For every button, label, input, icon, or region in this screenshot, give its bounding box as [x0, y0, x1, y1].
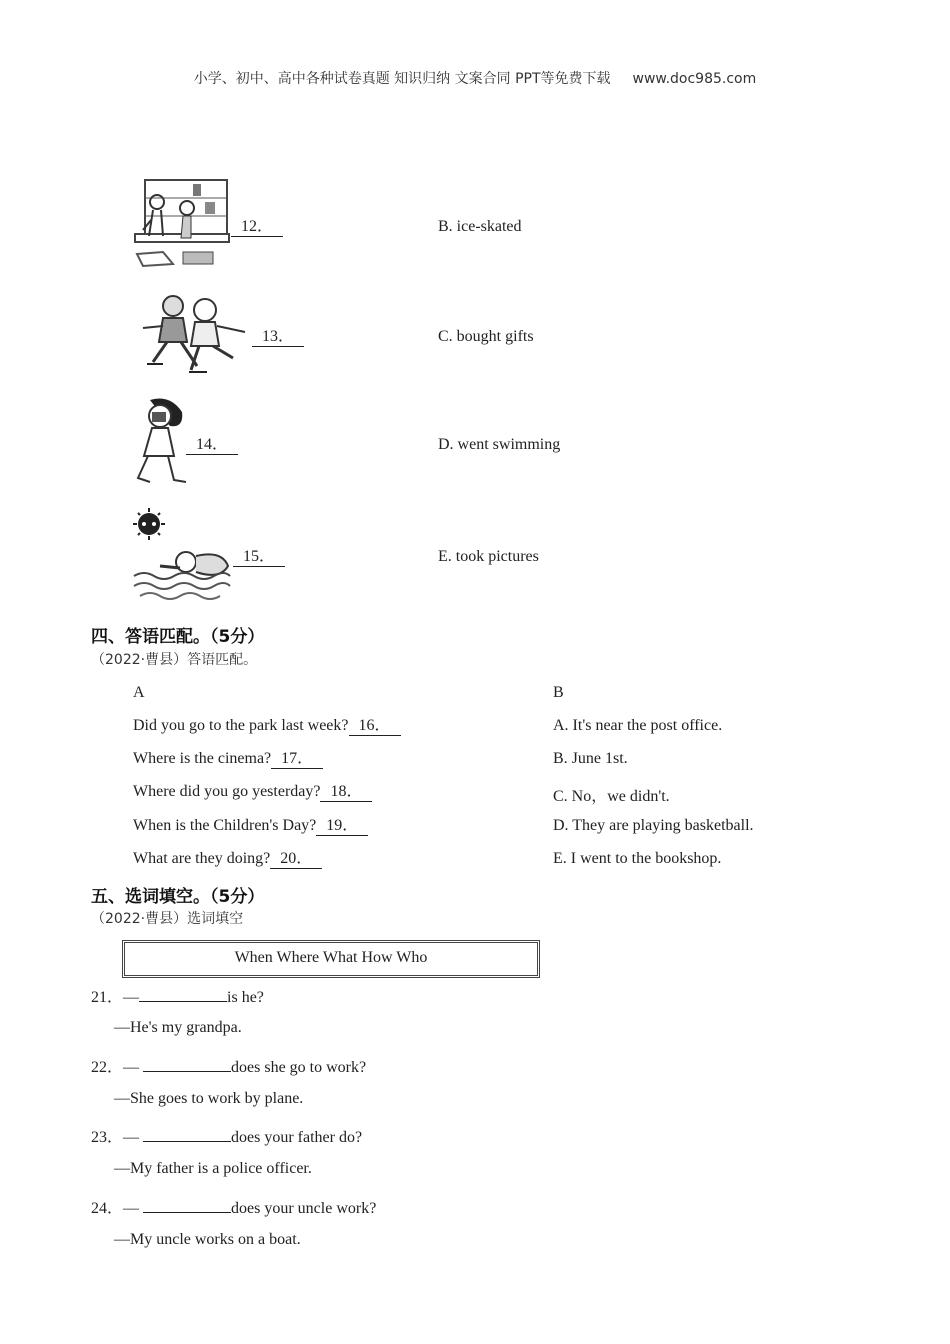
answer-option-c: C. No，we didn't.	[553, 788, 670, 805]
boy-swimming-sun-illustration	[130, 506, 234, 606]
answer-option-a: A. It's near the post office.	[553, 717, 723, 734]
answer-blank-14: 14．	[186, 436, 238, 455]
question-20	[133, 850, 322, 869]
question-text: is he?	[227, 989, 264, 1006]
answer-option-b: B. June 1st.	[553, 750, 628, 767]
kids-shopping-illustration	[133, 176, 231, 270]
girl-taking-picture-illustration	[130, 398, 188, 486]
section5-title: 五、选词填空。（5分）	[91, 887, 265, 907]
section4-source: （2022·曹县）答语匹配。	[91, 652, 258, 668]
fill-blank-22	[143, 1057, 231, 1072]
option-c: C. bought gifts	[438, 328, 534, 345]
question-text: When is the Children's Day?	[133, 817, 317, 834]
question-22	[91, 1054, 366, 1077]
header-url: www.doc985.com	[632, 71, 757, 87]
question-text: does your uncle work?	[231, 1200, 377, 1217]
question-18	[133, 783, 372, 802]
question-text: Where did you go yesterday?	[133, 783, 321, 800]
column-b-label: B	[553, 684, 564, 701]
answer-blank-19: 19．	[316, 817, 368, 836]
question-number: 22．—	[91, 1059, 140, 1076]
question-16	[133, 717, 401, 736]
option-d: D. went swimming	[438, 436, 561, 453]
answer-23: —My father is a police officer.	[114, 1160, 312, 1177]
column-a-label: A	[133, 684, 145, 701]
question-21	[91, 984, 264, 1007]
answer-blank-15: 15．	[233, 548, 285, 567]
section5-source: （2022·曹县）选词填空	[91, 911, 244, 927]
question-23	[91, 1124, 362, 1147]
answer-blank-18: 18．	[320, 783, 372, 802]
word-bank: When Where What How Who	[234, 949, 428, 966]
answer-option-e: E. I went to the bookshop.	[553, 850, 722, 867]
fill-blank-24	[143, 1198, 231, 1213]
question-number: 21．—	[91, 989, 140, 1006]
answer-21: —He's my grandpa.	[114, 1019, 242, 1036]
question-text: does your father do?	[231, 1129, 363, 1146]
word-bank-box	[122, 940, 540, 978]
question-number: 24．—	[91, 1200, 140, 1217]
question-17	[133, 750, 323, 769]
question-text: What are they doing?	[133, 850, 271, 867]
answer-blank-20: 20．	[270, 850, 322, 869]
kids-ice-skating-illustration	[133, 292, 251, 378]
answer-22: —She goes to work by plane.	[114, 1090, 304, 1107]
question-text: does she go to work?	[231, 1059, 367, 1076]
fill-blank-23	[143, 1127, 231, 1142]
answer-blank-13: 13．	[252, 328, 304, 347]
question-19	[133, 817, 368, 836]
page-header	[0, 68, 950, 88]
option-e: E. took pictures	[438, 548, 539, 565]
question-text: Where is the cinema?	[133, 750, 272, 767]
answer-blank-16: 16．	[349, 717, 401, 736]
fill-blank-21	[139, 987, 227, 1002]
header-text: 小学、初中、高中各种试卷真题 知识归纳 文案合同 PPT等免费下载	[193, 71, 611, 87]
answer-blank-12: 12．	[231, 218, 283, 237]
answer-24: —My uncle works on a boat.	[114, 1231, 301, 1248]
question-24	[91, 1195, 376, 1218]
section4-title: 四、答语匹配。（5分）	[91, 627, 265, 647]
answer-option-d: D. They are playing basketball.	[553, 817, 754, 834]
question-number: 23．—	[91, 1129, 140, 1146]
option-b: B. ice-skated	[438, 218, 522, 235]
question-text: Did you go to the park last week?	[133, 717, 349, 734]
answer-blank-17: 17．	[271, 750, 323, 769]
